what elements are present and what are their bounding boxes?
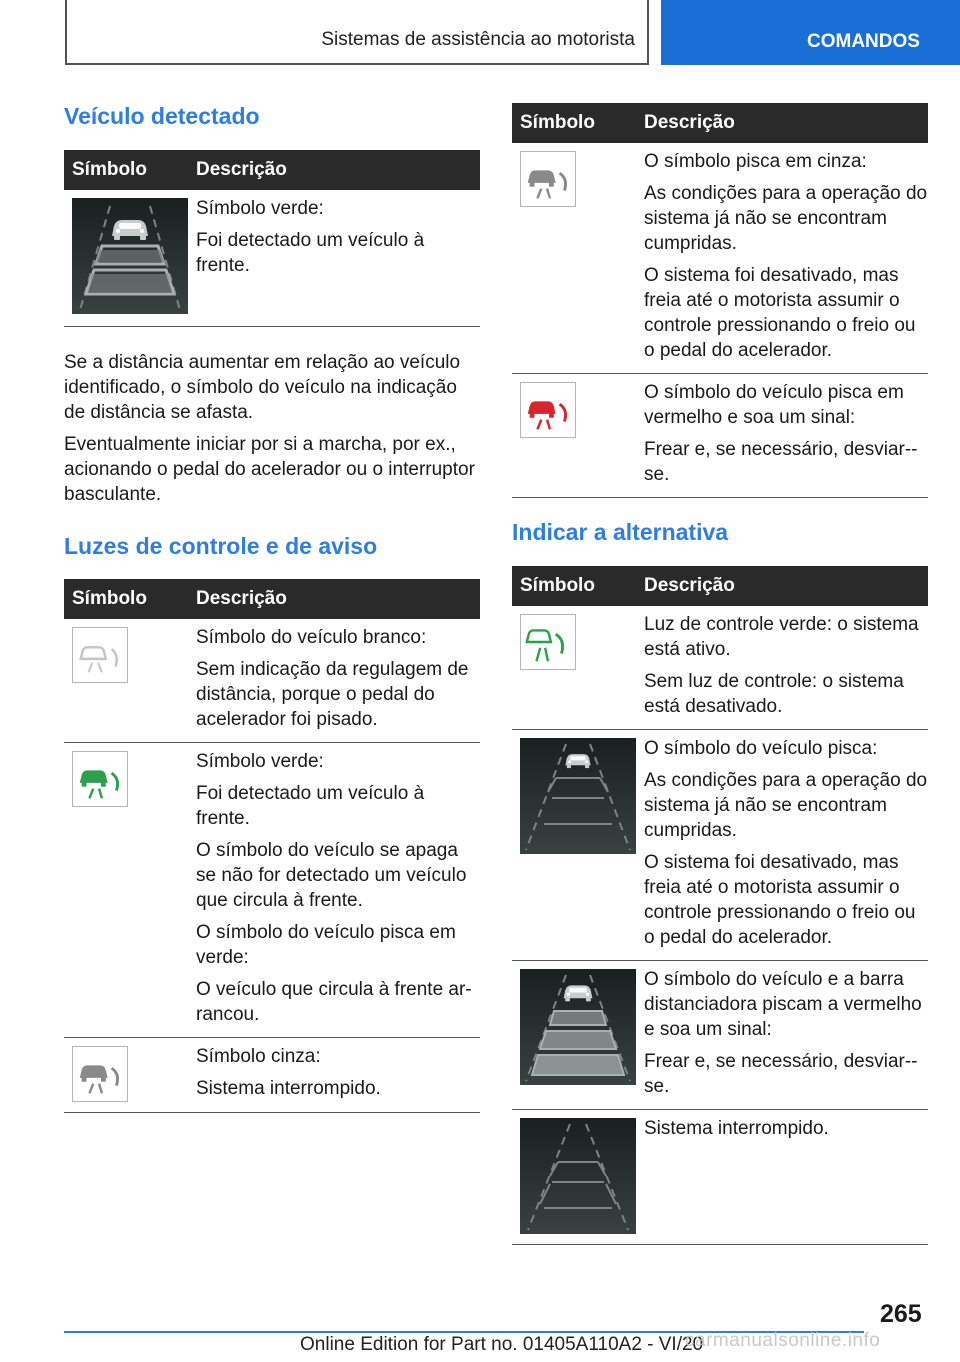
col-description: Descrição xyxy=(188,150,480,190)
desc-line: Símbolo cinza: xyxy=(196,1046,321,1067)
heading-vehicle-detected-text: Veículo detectado xyxy=(64,103,260,129)
col-description: Descrição xyxy=(636,103,928,143)
edition-text: Online Edition for Part no. 01405A110A2 - VI/20 xyxy=(300,1334,704,1355)
paragraph: Se a distância aumentar em relação ao veículo identificado, o símbolo do veículo na indicação de distância se afasta. xyxy=(64,352,461,423)
desc-line: Sem indicação da regulagem de distância, porque o pedal do acelerador foi pisado. xyxy=(196,659,469,730)
table-row xyxy=(512,961,928,1110)
desc-line: O veículo que circula à frente ar-rancou. xyxy=(196,979,472,1025)
vehicle-gray-icon xyxy=(72,1046,128,1102)
vehicle-white-icon xyxy=(72,627,128,683)
col-symbol: Símbolo xyxy=(64,579,188,619)
desc-line: Frear e, se necessário, desviar--se. xyxy=(644,439,918,485)
heading-control-lights-text: Luzes de controle e de aviso xyxy=(64,533,378,559)
chapter-tab[interactable] xyxy=(661,0,960,65)
desc-line: Sistema interrompido. xyxy=(644,1118,829,1139)
desc-line: O símbolo do veículo se apaga se não for detectado um veículo que circula à frente. xyxy=(196,840,467,911)
chapter-tab-label: COMANDOS xyxy=(807,31,920,52)
table-vehicle-detected xyxy=(64,150,480,327)
desc-line: O símbolo do veículo e a barra distanciadora piscam a vermelho e soa um sinal: xyxy=(644,969,922,1040)
vehicle-red-icon xyxy=(520,382,576,438)
empty-road-scene-icon xyxy=(520,1118,636,1234)
table-control-lights xyxy=(64,579,480,1113)
desc-line: O sistema foi desativado, mas freia até o motorista assumir o controle pressionando o freio ou o pedal do acelerador. xyxy=(644,265,916,361)
desc-line: Símbolo do veículo branco: xyxy=(196,627,427,648)
table-row xyxy=(512,143,928,374)
desc-line: O símbolo do veículo pisca: xyxy=(644,738,878,759)
table-warning-symbols xyxy=(512,103,928,498)
heading-indicate-alternative xyxy=(512,519,928,546)
desc-line: O sistema foi desativado, mas freia até o motorista assumir o controle pressionando o freio ou o pedal do acelerador. xyxy=(644,852,916,948)
desc-line: Símbolo verde: xyxy=(196,751,324,772)
heading-control-lights xyxy=(64,533,480,560)
table-row xyxy=(64,1038,480,1113)
section-title: Sistemas de assistência ao motorista xyxy=(321,29,635,50)
body-text-block xyxy=(64,350,480,507)
table-row xyxy=(64,190,480,327)
vehicle-bars-scene-icon xyxy=(520,969,636,1085)
desc-line: Luz de controle verde: o sistema está ativo. xyxy=(644,614,919,660)
table-row xyxy=(64,743,480,1038)
vehicle-flash-scene-icon xyxy=(520,738,636,854)
table-alternative xyxy=(512,566,928,1245)
heading-indicate-alternative-text: Indicar a alternativa xyxy=(512,519,729,545)
table-row xyxy=(512,730,928,961)
desc-line: O símbolo do veículo pisca em vermelho e soa um sinal: xyxy=(644,382,904,428)
table-row xyxy=(512,606,928,730)
desc-line: Símbolo verde: xyxy=(196,198,324,219)
desc-line: As condições para a operação do sistema já não se encontram cumpridas. xyxy=(644,183,928,254)
heading-vehicle-detected xyxy=(64,103,480,130)
col-symbol: Símbolo xyxy=(512,566,636,606)
desc-line: Foi detectado um veículo à frente. xyxy=(196,783,425,829)
desc-line: As condições para a operação do sistema já não se encontram cumpridas. xyxy=(644,770,928,841)
desc-line: O símbolo do veículo pisca em verde: xyxy=(196,922,456,968)
desc-line: Sem luz de controle: o sistema está desativado. xyxy=(644,671,904,717)
table-row xyxy=(512,1110,928,1245)
vehicle-detected-scene-icon xyxy=(72,198,188,314)
col-symbol: Símbolo xyxy=(512,103,636,143)
col-symbol: Símbolo xyxy=(64,150,188,190)
col-description: Descrição xyxy=(636,566,928,606)
desc-line: Foi detectado um veículo à frente. xyxy=(196,230,425,276)
watermark: carmanualsonline.info xyxy=(685,1330,881,1351)
header-bar xyxy=(65,0,649,65)
paragraph: Eventualmente iniciar por si a marcha, por ex., acionando o pedal do acelerador ou o interruptor basculante. xyxy=(64,434,475,505)
desc-line: Frear e, se necessário, desviar--se. xyxy=(644,1051,918,1097)
table-row xyxy=(64,619,480,743)
desc-line: Sistema interrompido. xyxy=(196,1078,381,1099)
col-description: Descrição xyxy=(188,579,480,619)
vehicle-gray-icon xyxy=(520,151,576,207)
table-row xyxy=(512,374,928,498)
desc-line: O símbolo pisca em cinza: xyxy=(644,151,867,172)
vehicle-green-icon xyxy=(72,751,128,807)
page-number: 265 xyxy=(880,1300,922,1328)
lane-green-icon xyxy=(520,614,576,670)
